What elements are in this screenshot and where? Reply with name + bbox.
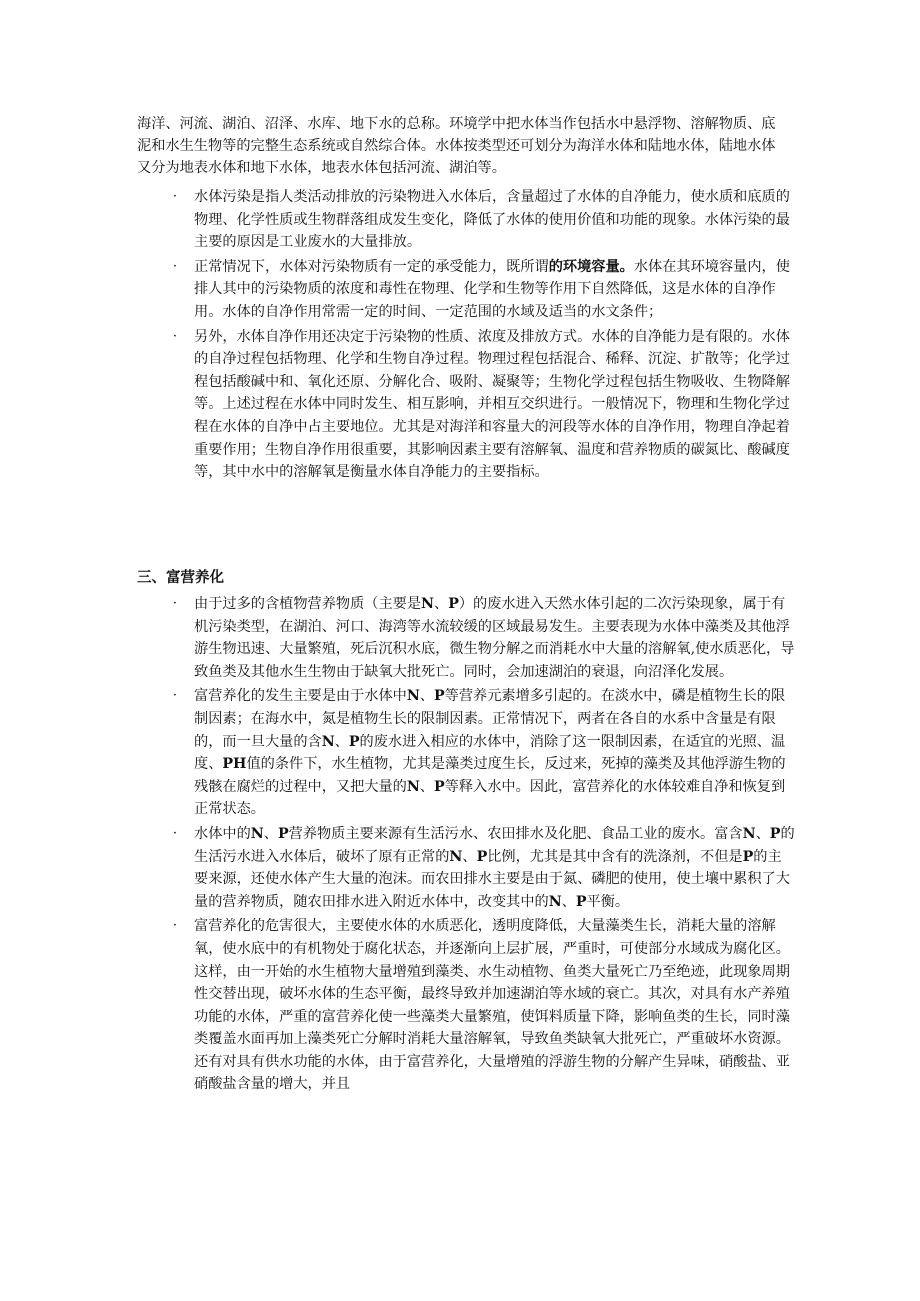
list-item: [170, 186, 795, 254]
bullet-icon: ·: [172, 688, 178, 704]
list-item: [170, 915, 795, 1096]
list-item: [170, 823, 795, 913]
bullet-icon: ·: [172, 825, 178, 841]
bullet-icon: ·: [172, 328, 178, 344]
bullet-icon: ·: [172, 189, 178, 204]
list-item: [170, 256, 795, 324]
list-item-text: 水体中的N、P营养物质主要来源有生活污水、农田排水及化肥、食品工业的废水。富含N、P的生活污水进入水体后，破坏了原有正常的N、P比例，尤其是其中含有的洗涤剂，不但是P的主要来源，还使水体产生大量的泡沫。而农田排水主要是由于氮、磷肥的使用，使土壤中累积了大量的营养物质，随农田排水进入附近水体中，改变其中的N、P平衡。: [194, 825, 795, 910]
list-item-text: 由于过多的含植物营养物质（主要是N、P）的废水进入天然水体引起的二次污染现象，属于有机污染类型，在湖泊、河口、海湾等水流较缓的区域最易发生。主要表现为水体中藻类及其他浮游生物迅速、大量繁殖，死后沉积水底，微生物分解之而消耗水中大量的溶解氧,使水质恶化，导致鱼类及其他水生生物由于缺氧大批死亡。同时，会加速湖泊的衰退，向沼泽化发展。: [194, 596, 795, 680]
list-item: [170, 326, 795, 484]
intro-paragraph: 海洋、河流、湖泊、沼泽、水库、地下水的总称。环境学中把水体当作包括水中悬浮物、溶解物质、底泥和水生生物等的完整生态系统或自然综合体。水体按类型还可划分为海洋水体和陆地水体，陆地水体又分为地表水体和地下水体，地表水体包括河流、湖泊等。: [137, 116, 776, 176]
list-item-text: 正常情况下，水体对污染物质有一定的承受能力，既所谓的环境容量。水体在其环境容量内，使排人其中的污染物质的浓度和毒性在物理、化学和生物等作用下自然降低，这是水体的自净作用。水体的自净作用常需一定的时间、一定范围的水域及适当的水文条件；: [194, 258, 790, 320]
water-pollution-list: [170, 186, 795, 486]
list-item-text: 另外，水体自净作用还决定于污染物的性质、浓度及排放方式。水体的自净能力是有限的。水体的自净过程包括物理、化学和生物自净过程。物理过程包括混合、稀释、沉淀、扩散等；化学过程包括酸碱中和、氧化还原、分解化合、吸附、凝聚等；生物化学过程包括生物吸收、生物降解等。上述过程在水体中同时发生、相互影响，并相互交织进行。一般情况下，物理和生物化学过程在水体的自净中占主要地位。尤其是对海洋和容量大的河段等水体的自净作用，物理自净起着重要作用；生物自净作用很重要，其影响因素主要有溶解氧、温度和营养物质的碳氮比、酸碱度等，其中水中的溶解氧是衡量水体自净能力的主要指标。: [194, 328, 790, 481]
list-item-text: 富营养化的危害很大，主要使水体的水质恶化，透明度降低，大量藻类生长，消耗大量的溶解氧，使水底中的有机物处于腐化状态，并逐渐向上层扩展，严重时，可使部分水域成为腐化区。这样，由一开始的水生植物大量增殖到藻类、水生动植物、鱼类大量死亡乃至绝迹，此现象周期性交替出现，破坏水体的生态平衡，最终导致并加速湖泊等水域的衰亡。其次，对具有水产养殖功能的水体，严重的富营养化使一些藻类大量繁殖，使饵料质量下降，影响鱼类的生长，同时藻类覆盖水面再加上藻类死亡分解时消耗大量溶解氧，导致鱼类缺氧大批死亡，严重破坏水资源。还有对具有供水功能的水体，由于富营养化，大量增殖的浮游生物的分解产生异味，硝酸盐、亚硝酸盐含量的增大，并且: [194, 918, 790, 1093]
list-item: [170, 593, 795, 683]
section-heading-eutrophication: 三、富营养化: [137, 569, 224, 586]
list-item: [170, 685, 795, 821]
environmental-capacity-term: 的环境容量。: [548, 258, 634, 275]
list-item-text: 水体污染是指人类活动排放的污染物进入水体后，含量超过了水体的自净能力，使水质和底质的物理、化学性质或生物群落组成发生变化，降低了水体的使用价值和功能的现象。水体污染的最主要的原因是工业废水的大量排放。: [194, 189, 790, 251]
bullet-icon: ·: [172, 258, 178, 274]
bullet-icon: ·: [172, 596, 178, 611]
list-item-text: 富营养化的发生主要是由于水体中N、P等营养元素增多引起的。在淡水中，磷是植物生长的限制因素；在海水中，氮是植物生长的限制因素。正常情况下，两者在各自的水系中含量是有限的，而一旦大量的含N、P的废水进入相应的水体中，消除了这一限制因素，在适宜的光照、温度、PH值的条件下，水生植物，尤其是藻类过度生长，反过来，死掉的藻类及其他浮游生物的残骸在腐烂的过程中，又把大量的N、P等释入水中。因此，富营养化的水体较难自净和恢复到正常状态。: [194, 688, 786, 818]
bullet-icon: ·: [172, 918, 178, 934]
eutrophication-list: [170, 593, 795, 1098]
